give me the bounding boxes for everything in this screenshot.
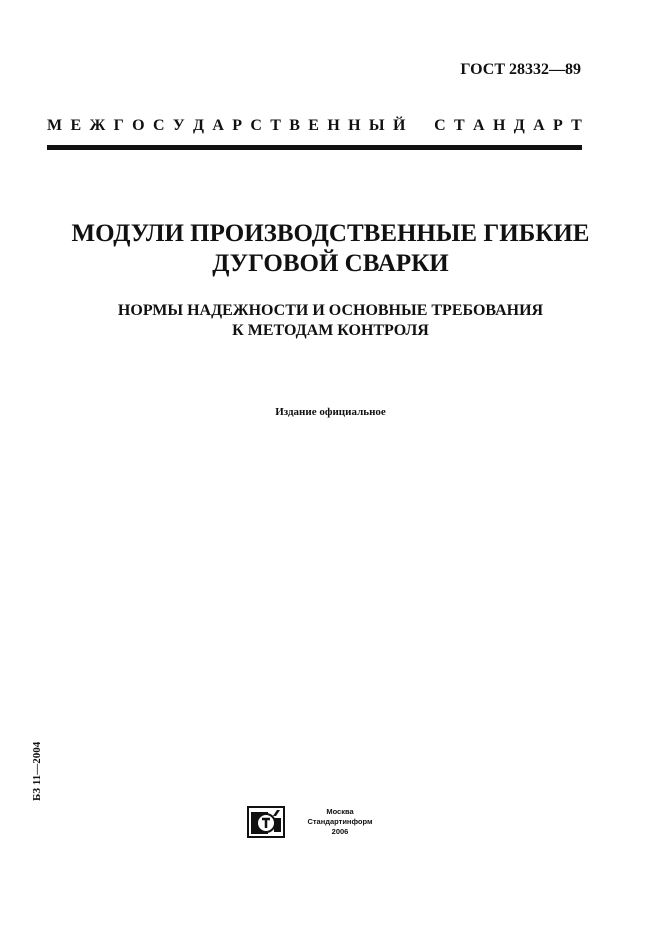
header-gap xyxy=(414,116,426,136)
header-letter: Г xyxy=(113,117,124,134)
header-rule xyxy=(47,145,582,150)
publisher-name: Стандартинформ xyxy=(307,817,373,826)
edition-label: Издание официальное xyxy=(275,406,386,418)
header-letter: Т xyxy=(571,117,582,134)
header-letter: Ы xyxy=(368,117,385,134)
header-letter: Р xyxy=(553,117,563,134)
header-letter: Н xyxy=(348,117,361,134)
document-subtitle xyxy=(0,301,661,341)
header-letter: Т xyxy=(454,117,465,134)
header-letter: Н xyxy=(327,117,340,134)
header-letter: Е xyxy=(308,117,319,134)
header-letter: Р xyxy=(232,117,243,134)
header-letter: Н xyxy=(492,117,506,134)
header-letter: Й xyxy=(392,117,406,134)
header-letter: А xyxy=(533,117,545,134)
header-letter: О xyxy=(132,117,145,134)
header-letter: В xyxy=(289,117,300,134)
header-letter: Д xyxy=(192,117,204,134)
subtitle-line: НОРМЫ НАДЕЖНОСТИ И ОСНОВНЫЕ ТРЕБОВАНИЯ xyxy=(117,302,544,319)
header-letter: М xyxy=(47,117,63,134)
standartinform-logo-icon xyxy=(247,806,285,838)
standard-number: ГОСТ 28332—89 xyxy=(460,61,581,78)
header-letter: А xyxy=(473,117,485,134)
header-letter: С xyxy=(434,117,446,134)
header-letter: Д xyxy=(513,117,525,134)
header-letter: Е xyxy=(70,117,82,134)
publisher-year: 2006 xyxy=(331,827,349,836)
subtitle-line: К МЕТОДАМ КОНТРОЛЯ xyxy=(232,322,429,339)
standard-header xyxy=(47,116,582,136)
header-letter: С xyxy=(152,117,165,134)
title-line: МОДУЛИ ПРОИЗВОДСТВЕННЫЕ ГИБКИЕ xyxy=(71,220,590,247)
publisher-city: Москва xyxy=(326,807,354,816)
header-letter: Т xyxy=(270,117,281,134)
document-title xyxy=(0,219,661,279)
header-letter: Ж xyxy=(89,117,106,134)
header-letter: У xyxy=(172,117,185,134)
header-letter: А xyxy=(212,117,224,134)
header-letter: С xyxy=(250,117,262,134)
side-code: БЗ 11—2004 xyxy=(31,741,43,801)
title-line: ДУГОВОЙ СВАРКИ xyxy=(212,250,449,277)
publisher-info xyxy=(300,807,380,837)
